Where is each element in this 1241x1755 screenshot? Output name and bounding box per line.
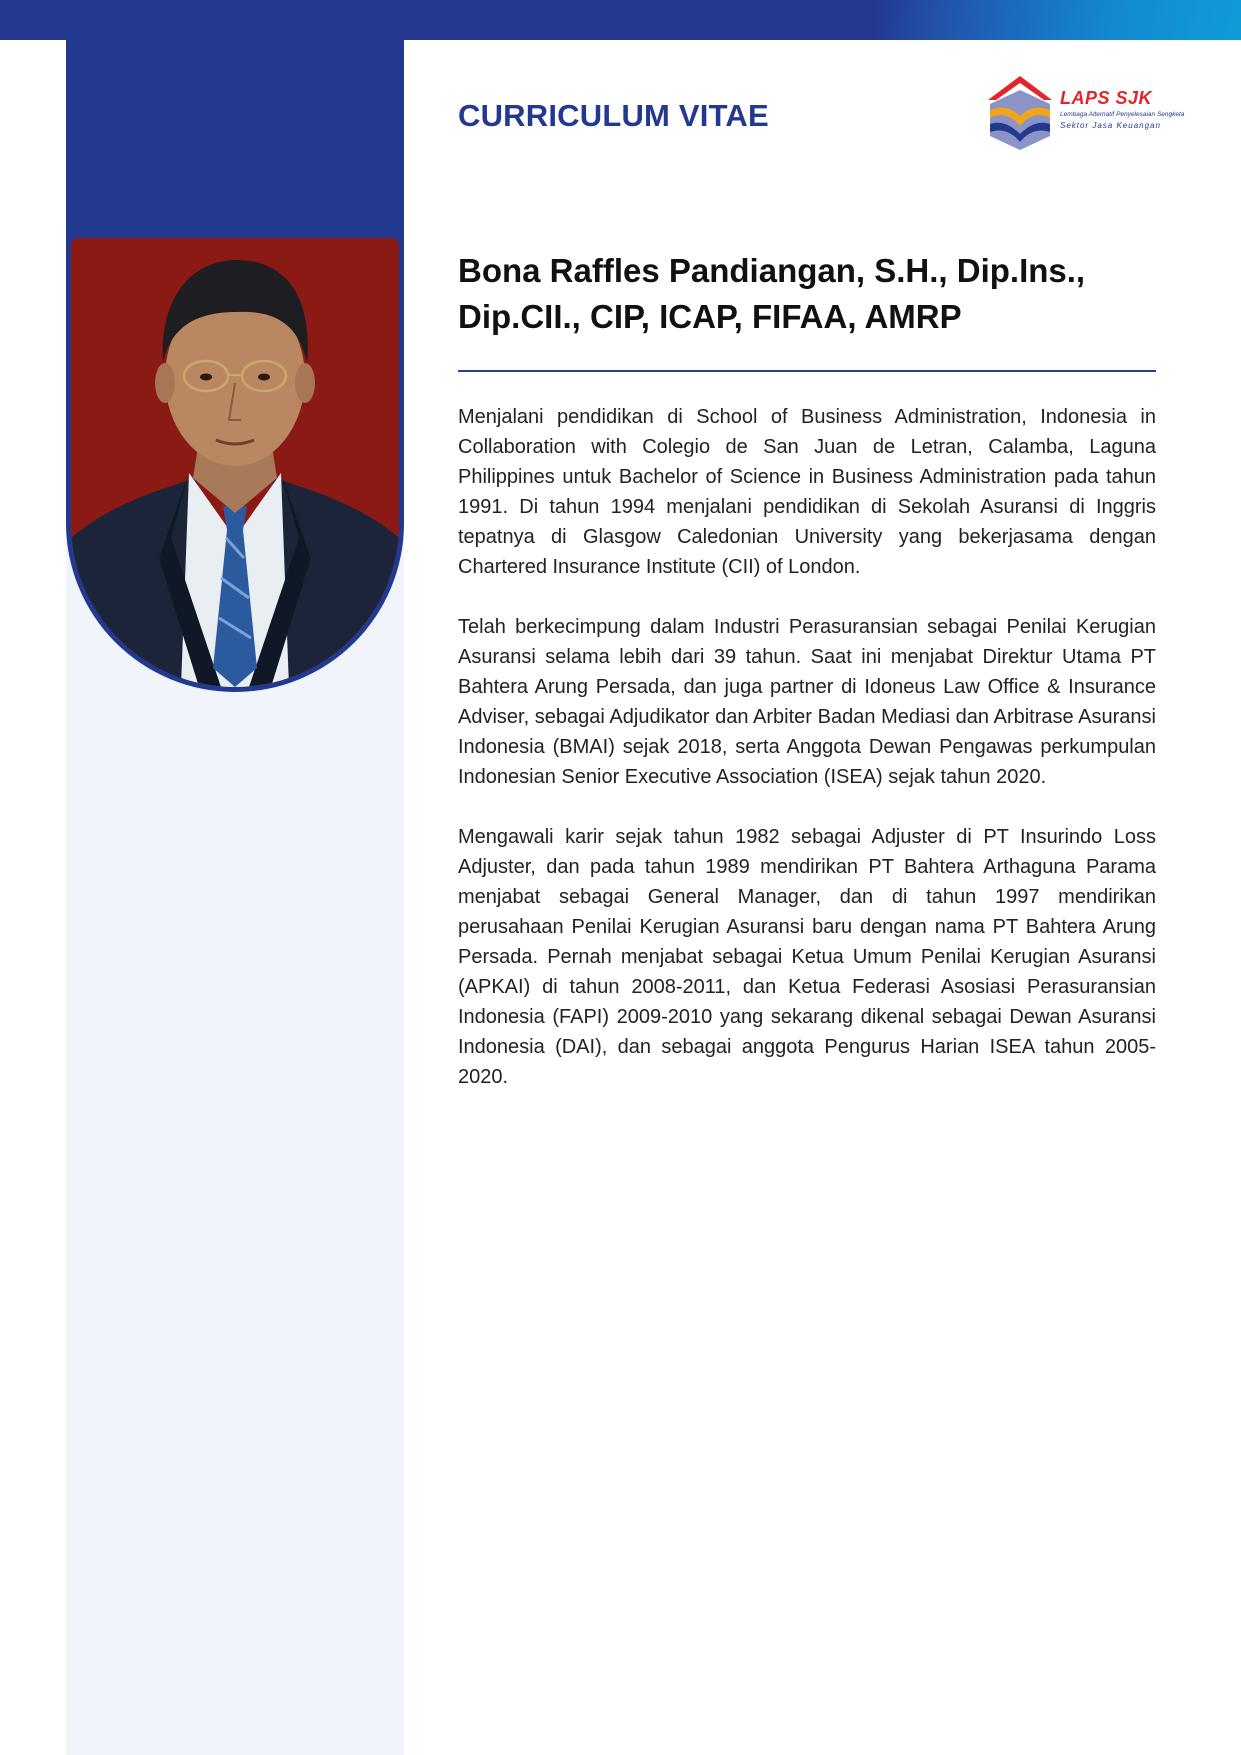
- top-band-gradient: [880, 0, 1241, 40]
- divider: [458, 370, 1156, 372]
- left-margin-panel: [0, 40, 66, 1755]
- bio-paragraph-current-roles: Telah berkecimpung dalam Industri Perasuransian sebagai Penilai Kerugian Asuransi selama lebih dari 39 tahun. Saat ini menjabat Direktur Utama PT Bahtera Arung Persada, dan juga partner di Idoneus Law Office & Insurance Adviser, sebagai Adjudikator dan Arbiter Badan Mediasi dan Arbitrase Asuransi Indonesia (BMAI) sejak 2018, serta Anggota Dewan Pengawas perkumpulan Indonesian Senior Executive Association (ISEA) sejak tahun 2020.: [458, 616, 1156, 788]
- bio-paragraph-education: Menjalani pendidikan di School of Business Administration, Indonesia in Collaboration with Colegio de San Juan de Letran, Calamba, Laguna Philippines untuk Bachelor of Science in Business Administration pada tahun 1991. Di tahun 1994 menjalani pendidikan di Sekolah Asuransi di Inggris tepatnya di Glasgow Caledonian University yang bekerjasama dengan Chartered Insurance Institute (CII) of London.: [458, 406, 1156, 578]
- profile-photo: [66, 238, 404, 692]
- bio-paragraph-career: Mengawali karir sejak tahun 1982 sebagai Adjuster di PT Insurindo Loss Adjuster, dan pada tahun 1989 mendirikan PT Bahtera Arthaguna Parama menjabat sebagai General Manager, dan di tahun 1997 mendirikan perusahaan Penilai Kerugian Asuransi baru dengan nama PT Bahtera Arung Persada. Pernah menjabat sebagai Ketua Umum Penilai Kerugian Asuransi (APKAI) di tahun 2008-2011, dan Ketua Federasi Asosiasi Perasuransian Indonesia (FAPI) 2009-2010 yang sekarang dikenal sebagai Dewan Asuransi Indonesia (DAI), dan sebagai anggota Pengurus Harian ISEA tahun 2005-2020.: [458, 826, 1156, 1088]
- logo-subtitle: Lembaga Alternatif Penyelesaian Sengketa: [1060, 111, 1185, 118]
- biography: [458, 402, 1156, 1122]
- logo-tagline: Sektor Jasa Keuangan: [1060, 121, 1161, 130]
- page-title: CURRICULUM VITAE: [458, 98, 769, 133]
- handshake-house-icon: [984, 70, 1056, 152]
- laps-sjk-logo: [984, 70, 1185, 152]
- person-name: Bona Raffles Pandiangan, S.H., Dip.Ins., Dip.CII., CIP, ICAP, FIFAA, AMRP: [458, 252, 1086, 335]
- logo-wordmark: LAPS SJK: [1060, 88, 1153, 108]
